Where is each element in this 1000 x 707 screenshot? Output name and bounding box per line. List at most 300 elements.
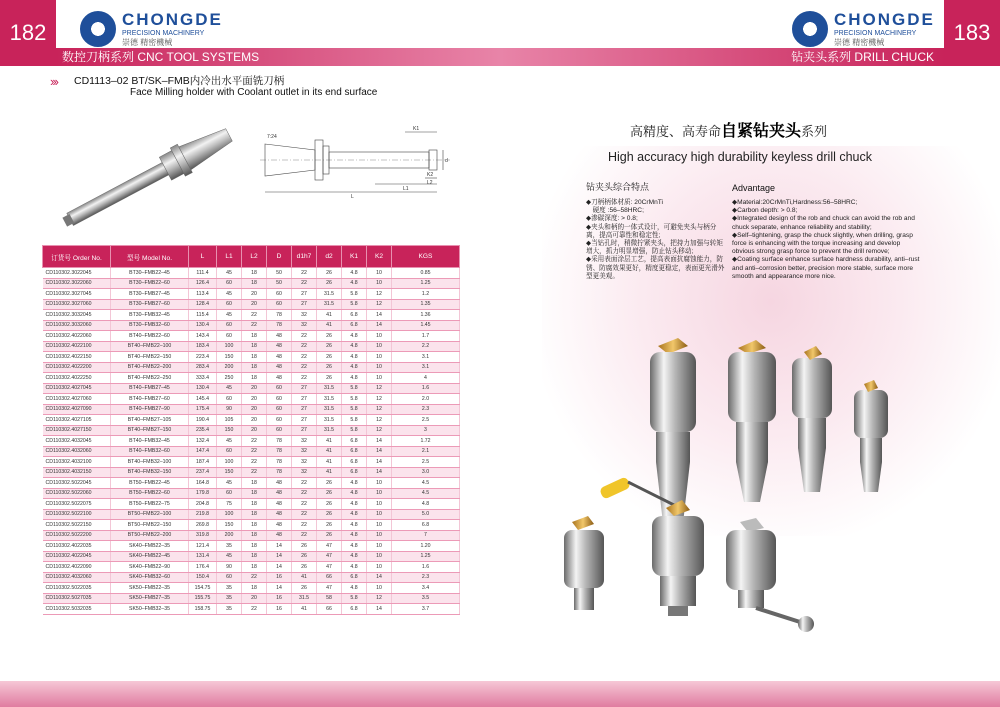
table-cell: 143.4 xyxy=(189,331,217,342)
label-angle: 7:24 xyxy=(267,134,277,140)
table-cell: 3.1 xyxy=(392,352,460,363)
table-cell: 60 xyxy=(217,446,242,457)
table-cell: 22 xyxy=(292,362,317,373)
table-cell: 7 xyxy=(392,530,460,541)
table-cell: 22 xyxy=(242,572,267,583)
table-cell: 45 xyxy=(217,289,242,300)
chuck-3 xyxy=(792,346,832,492)
table-cell: 130.4 xyxy=(189,320,217,331)
table-cell: 66 xyxy=(317,604,342,615)
table-cell: BT40–FMB22–100 xyxy=(111,341,189,352)
table-cell: 35 xyxy=(217,541,242,552)
table-cell: 5.8 xyxy=(342,299,367,310)
table-cell: 31.5 xyxy=(317,383,342,394)
table-cell: 22 xyxy=(242,457,267,468)
table-cell: 60 xyxy=(267,289,292,300)
table-cell: 5.8 xyxy=(342,425,367,436)
table-cell: 6.8 xyxy=(342,604,367,615)
table-cell: CD110302.4027150 xyxy=(43,425,111,436)
table-cell: 2.3 xyxy=(392,404,460,415)
table-cell: 1.6 xyxy=(392,383,460,394)
logo-right xyxy=(792,10,935,48)
table-cell: 6.8 xyxy=(392,520,460,531)
table-cell: CD110302.5022100 xyxy=(43,509,111,520)
section-label-left: 数控刀柄系列 CNC TOOL SYSTEMS xyxy=(56,48,500,66)
table-cell: 66 xyxy=(317,572,342,583)
chevron-arrows-icon: ››› xyxy=(50,74,57,89)
table-cell: 26 xyxy=(317,509,342,520)
heading-cn-prefix: 高精度、高寿命 xyxy=(630,124,722,139)
table-cell: 3 xyxy=(392,425,460,436)
table-cell: 26 xyxy=(317,341,342,352)
table-cell: 131.4 xyxy=(189,551,217,562)
table-cell: 22 xyxy=(242,320,267,331)
table-cell: 47 xyxy=(317,551,342,562)
table-cell: BT30–FMB22–60 xyxy=(111,278,189,289)
feature-item: ◆当钻孔时，稍微拧紧夹头，把持力加强与转矩增大，抓力明显增强，防止钻头移动; xyxy=(586,240,723,256)
chongde-logo-icon xyxy=(792,11,828,47)
label-k1: K1 xyxy=(413,126,420,132)
table-cell: 6.8 xyxy=(342,446,367,457)
table-cell: 50 xyxy=(267,278,292,289)
table-cell: 20 xyxy=(242,404,267,415)
table-cell: BT40–FMB27–105 xyxy=(111,415,189,426)
table-cell: 4.8 xyxy=(342,530,367,541)
label-k2: K2 xyxy=(427,172,434,178)
table-cell: 18 xyxy=(242,478,267,489)
table-cell: 22 xyxy=(292,488,317,499)
table-cell: 48 xyxy=(267,530,292,541)
table-cell: 1.25 xyxy=(392,278,460,289)
table-row xyxy=(43,467,460,478)
table-header-cell: L1 xyxy=(217,246,242,268)
table-cell: 26 xyxy=(317,373,342,384)
table-cell: 45 xyxy=(217,478,242,489)
table-cell: BT40–FMB22–60 xyxy=(111,331,189,342)
table-cell: 18 xyxy=(242,278,267,289)
table-cell: SK50–FMB22–35 xyxy=(111,583,189,594)
table-cell: 20 xyxy=(242,289,267,300)
table-cell: BT40–FMB27–45 xyxy=(111,383,189,394)
table-cell: 1.25 xyxy=(392,551,460,562)
table-cell: 22 xyxy=(292,373,317,384)
table-cell: 48 xyxy=(267,509,292,520)
table-cell: BT40–FMB22–150 xyxy=(111,352,189,363)
table-cell: 1.6 xyxy=(392,562,460,573)
table-cell: 58 xyxy=(317,593,342,604)
technical-drawing xyxy=(255,122,455,222)
table-cell: 60 xyxy=(267,383,292,394)
table-cell: CD110302.4032045 xyxy=(43,436,111,447)
table-cell: 41 xyxy=(317,310,342,321)
table-cell: 22 xyxy=(292,530,317,541)
table-cell: 111.4 xyxy=(189,268,217,279)
table-cell: 22 xyxy=(292,341,317,352)
table-cell: CD110302.5027035 xyxy=(43,593,111,604)
table-cell: 179.8 xyxy=(189,488,217,499)
table-cell: 18 xyxy=(242,488,267,499)
feature-item: ◆Self–tightening, grasp the chuck slightly, when drilling, grasp force is enhancing with the torque increasing and develop obvious strong grasp force to prevent the drill remove; xyxy=(732,231,913,256)
table-cell: 115.4 xyxy=(189,310,217,321)
table-row xyxy=(43,373,460,384)
table-body xyxy=(43,268,460,615)
table-cell: 10 xyxy=(367,352,392,363)
table-cell: 319.8 xyxy=(189,530,217,541)
face-milling-holder-image xyxy=(50,128,250,228)
table-cell: 3.0 xyxy=(392,467,460,478)
table-cell: 200 xyxy=(217,362,242,373)
table-cell: 5.8 xyxy=(342,593,367,604)
table-cell: CD110302.4027090 xyxy=(43,404,111,415)
table-cell: 14 xyxy=(367,467,392,478)
table-cell: 78 xyxy=(267,436,292,447)
table-cell: CD110302.4032100 xyxy=(43,457,111,468)
table-cell: 12 xyxy=(367,383,392,394)
logo-left xyxy=(80,10,223,48)
table-row xyxy=(43,583,460,594)
product-subtitle: Face Milling holder with Coolant outlet in its end surface xyxy=(130,87,378,98)
table-cell: 6.8 xyxy=(342,467,367,478)
table-cell: 26 xyxy=(292,551,317,562)
table-cell: 4.8 xyxy=(342,509,367,520)
table-cell: 22 xyxy=(292,509,317,520)
table-cell: 10 xyxy=(367,499,392,510)
table-cell: 283.4 xyxy=(189,362,217,373)
table-cell: 26 xyxy=(292,541,317,552)
table-cell: 223.4 xyxy=(189,352,217,363)
table-row xyxy=(43,572,460,583)
chuck-7 xyxy=(726,518,814,632)
table-header-cell: 型号 Model No. xyxy=(111,246,189,268)
table-cell: 90 xyxy=(217,404,242,415)
table-cell: CD110302.5022075 xyxy=(43,499,111,510)
table-cell: 3.4 xyxy=(392,583,460,594)
table-cell: 4.8 xyxy=(342,362,367,373)
table-row xyxy=(43,352,460,363)
table-cell: 60 xyxy=(217,331,242,342)
chongde-logo-icon xyxy=(80,11,116,47)
table-cell: 4 xyxy=(392,373,460,384)
table-cell: 5.8 xyxy=(342,404,367,415)
table-row xyxy=(43,310,460,321)
table-cell: CD110302.4022100 xyxy=(43,341,111,352)
table-cell: CD110302.4027045 xyxy=(43,383,111,394)
table-cell: CD110302.4027060 xyxy=(43,394,111,405)
table-row xyxy=(43,446,460,457)
table-cell: BT50–FMB22–45 xyxy=(111,478,189,489)
table-cell: 26 xyxy=(317,352,342,363)
table-cell: 250 xyxy=(217,373,242,384)
table-cell: 78 xyxy=(267,446,292,457)
table-cell: 12 xyxy=(367,593,392,604)
table-cell: 3.1 xyxy=(392,362,460,373)
table-cell: CD110302.4022035 xyxy=(43,541,111,552)
table-cell: 12 xyxy=(367,404,392,415)
chuck-4 xyxy=(854,380,888,492)
table-cell: 22 xyxy=(242,446,267,457)
table-cell: 16 xyxy=(267,604,292,615)
chuck-2 xyxy=(728,340,776,502)
table-cell: 27 xyxy=(292,415,317,426)
feature-item: ◆刀柄柄体材质: 20CrMnTi xyxy=(586,199,663,206)
table-cell: 113.4 xyxy=(189,289,217,300)
table-cell: 60 xyxy=(217,299,242,310)
table-cell: 22 xyxy=(292,331,317,342)
table-cell: 18 xyxy=(242,373,267,384)
table-cell: CD110302.4022060 xyxy=(43,331,111,342)
table-cell: 26 xyxy=(317,478,342,489)
table-cell: 20 xyxy=(242,383,267,394)
table-cell: 105 xyxy=(217,415,242,426)
table-cell: 147.4 xyxy=(189,446,217,457)
table-cell: 4.8 xyxy=(342,520,367,531)
table-row xyxy=(43,520,460,531)
table-cell: 47 xyxy=(317,583,342,594)
table-cell: CD110302.4032150 xyxy=(43,467,111,478)
table-cell: 75 xyxy=(217,499,242,510)
table-cell: CD110302.5022060 xyxy=(43,488,111,499)
table-cell: BT40–FMB22–250 xyxy=(111,373,189,384)
table-cell: 22 xyxy=(292,520,317,531)
table-cell: CD110302.3022060 xyxy=(43,278,111,289)
table-cell: 18 xyxy=(242,530,267,541)
table-cell: SK40–FMB22–45 xyxy=(111,551,189,562)
table-cell: BT40–FMB27–60 xyxy=(111,394,189,405)
table-cell: 22 xyxy=(242,436,267,447)
table-cell: 45 xyxy=(217,268,242,279)
table-cell: 10 xyxy=(367,562,392,573)
table-header-row xyxy=(43,246,460,268)
table-cell: 132.4 xyxy=(189,436,217,447)
table-cell: 60 xyxy=(217,278,242,289)
table-cell: 41 xyxy=(317,457,342,468)
table-cell: 10 xyxy=(367,331,392,342)
table-cell: CD110302.3032045 xyxy=(43,310,111,321)
table-cell: CD110302.5022045 xyxy=(43,478,111,489)
table-cell: 10 xyxy=(367,509,392,520)
table-row xyxy=(43,362,460,373)
heading-cn-suffix: 系列 xyxy=(801,124,828,139)
table-cell: 6.8 xyxy=(342,310,367,321)
table-cell: 47 xyxy=(317,562,342,573)
table-cell: BT40–FMB27–150 xyxy=(111,425,189,436)
table-cell: 12 xyxy=(367,394,392,405)
table-cell: 10 xyxy=(367,278,392,289)
table-cell: 150 xyxy=(217,520,242,531)
table-cell: 41 xyxy=(317,446,342,457)
heading-cn-bold: 自紧钻夹头 xyxy=(721,123,802,140)
table-cell: 100 xyxy=(217,341,242,352)
table-cell: CD110302.3032060 xyxy=(43,320,111,331)
table-cell: 237.4 xyxy=(189,467,217,478)
table-cell: 14 xyxy=(367,457,392,468)
table-cell: 45 xyxy=(217,310,242,321)
table-cell: 4.8 xyxy=(342,583,367,594)
table-cell: 78 xyxy=(267,467,292,478)
table-cell: 204.8 xyxy=(189,499,217,510)
table-cell: BT40–FMB32–60 xyxy=(111,446,189,457)
table-cell: 14 xyxy=(267,583,292,594)
table-cell: BT40–FMB32–100 xyxy=(111,457,189,468)
bottom-band-left xyxy=(0,681,500,707)
features-en-list xyxy=(732,199,924,281)
table-cell: 200 xyxy=(217,530,242,541)
table-cell: 26 xyxy=(317,499,342,510)
drill-chucks-image xyxy=(560,332,1000,672)
table-cell: 22 xyxy=(292,278,317,289)
table-row xyxy=(43,289,460,300)
table-row xyxy=(43,383,460,394)
table-cell: 176.4 xyxy=(189,562,217,573)
table-row xyxy=(43,268,460,279)
table-cell: 47 xyxy=(317,541,342,552)
table-cell: 32 xyxy=(292,310,317,321)
table-cell: 27 xyxy=(292,289,317,300)
table-cell: 10 xyxy=(367,488,392,499)
table-cell: SK50–FMB32–35 xyxy=(111,604,189,615)
feature-item: ◆Coating surface enhance surface hardness durability, anti–rust and anti–corrosion better, precision more stable, surface more smooth and appearance more nice. xyxy=(732,256,920,280)
heading-cn xyxy=(630,118,827,141)
table-cell: 32 xyxy=(292,436,317,447)
table-cell: 4.8 xyxy=(342,341,367,352)
table-cell: CD110302.4032060 xyxy=(43,446,111,457)
table-cell: 31.5 xyxy=(292,593,317,604)
table-cell: 48 xyxy=(267,352,292,363)
table-cell: 154.75 xyxy=(189,583,217,594)
table-cell: 60 xyxy=(217,394,242,405)
table-cell: 14 xyxy=(367,320,392,331)
table-cell: 18 xyxy=(242,352,267,363)
table-row xyxy=(43,394,460,405)
table-cell: 14 xyxy=(367,310,392,321)
table-cell: 14 xyxy=(267,551,292,562)
features-en-title: Advantage xyxy=(732,183,776,193)
features-cn-list xyxy=(586,199,726,281)
table-cell: 45 xyxy=(217,383,242,394)
table-cell: 2.5 xyxy=(392,415,460,426)
table-cell: 150 xyxy=(217,467,242,478)
table-cell: 10 xyxy=(367,541,392,552)
table-cell: 45 xyxy=(217,551,242,562)
table-cell: BT50–FMB22–200 xyxy=(111,530,189,541)
table-cell: 20 xyxy=(242,394,267,405)
table-cell: 10 xyxy=(367,478,392,489)
table-cell: 10 xyxy=(367,341,392,352)
table-cell: 5.8 xyxy=(342,415,367,426)
table-cell: 4.8 xyxy=(342,541,367,552)
table-cell: 20 xyxy=(242,299,267,310)
table-header-cell: D xyxy=(267,246,292,268)
table-cell: 26 xyxy=(317,362,342,373)
table-cell: 4.8 xyxy=(392,499,460,510)
table-cell: 18 xyxy=(242,520,267,531)
table-cell: 31.5 xyxy=(317,289,342,300)
table-cell: 1.72 xyxy=(392,436,460,447)
table-cell: 145.4 xyxy=(189,394,217,405)
label-l1: L1 xyxy=(403,186,409,192)
table-cell: 100 xyxy=(217,509,242,520)
table-header-cell: L xyxy=(189,246,217,268)
table-cell: CD110302.4022045 xyxy=(43,551,111,562)
table-cell: 187.4 xyxy=(189,457,217,468)
table-cell: 27 xyxy=(292,404,317,415)
table-cell: 35 xyxy=(217,604,242,615)
table-cell: 10 xyxy=(367,551,392,562)
table-row xyxy=(43,509,460,520)
table-row xyxy=(43,457,460,468)
table-cell: 4.8 xyxy=(342,373,367,384)
table-cell: 48 xyxy=(267,373,292,384)
logo-cn: 崇德 精密機械 xyxy=(122,38,173,47)
table-cell: 128.4 xyxy=(189,299,217,310)
table-header-cell: K1 xyxy=(342,246,367,268)
table-cell: 1.45 xyxy=(392,320,460,331)
table-cell: 22 xyxy=(292,478,317,489)
table-row xyxy=(43,562,460,573)
table-cell: 78 xyxy=(267,457,292,468)
table-cell: 60 xyxy=(267,415,292,426)
table-cell: 2.0 xyxy=(392,394,460,405)
table-cell: 2.5 xyxy=(392,457,460,468)
table-cell: 4.5 xyxy=(392,478,460,489)
table-cell: BT50–FMB22–150 xyxy=(111,520,189,531)
right-page xyxy=(500,0,1000,707)
table-cell: 158.75 xyxy=(189,604,217,615)
table-cell: 5.8 xyxy=(342,394,367,405)
table-cell: 32 xyxy=(292,320,317,331)
table-cell: 10 xyxy=(367,530,392,541)
table-cell: SK40–FMB22–90 xyxy=(111,562,189,573)
table-cell: 26 xyxy=(317,268,342,279)
table-row xyxy=(43,593,460,604)
table-cell: 3.5 xyxy=(392,593,460,604)
table-cell: 175.4 xyxy=(189,404,217,415)
table-cell: 48 xyxy=(267,478,292,489)
table-cell: 18 xyxy=(242,341,267,352)
table-cell: 1.20 xyxy=(392,541,460,552)
table-cell: 121.4 xyxy=(189,541,217,552)
table-cell: 14 xyxy=(267,541,292,552)
table-cell: SK50–FMB27–35 xyxy=(111,593,189,604)
table-cell: CD110302.5022035 xyxy=(43,583,111,594)
table-cell: BT40–FMB22–200 xyxy=(111,362,189,373)
table-cell: 5.0 xyxy=(392,509,460,520)
table-cell: 50 xyxy=(267,268,292,279)
bottom-band-right xyxy=(500,681,1000,707)
table-cell: 183.4 xyxy=(189,341,217,352)
table-cell: 45 xyxy=(217,436,242,447)
table-header-cell: KGS xyxy=(392,246,460,268)
table-cell: 1.35 xyxy=(392,299,460,310)
table-cell: 4.5 xyxy=(392,488,460,499)
table-cell: 20 xyxy=(242,593,267,604)
table-cell: CD110302.4022200 xyxy=(43,362,111,373)
table-row xyxy=(43,478,460,489)
table-cell: 60 xyxy=(267,404,292,415)
table-row xyxy=(43,436,460,447)
table-cell: 4.8 xyxy=(342,352,367,363)
feature-item: 硬度 :56–58HRC; xyxy=(586,207,644,215)
table-cell: 12 xyxy=(367,415,392,426)
table-cell: SK40–FMB32–60 xyxy=(111,572,189,583)
table-cell: 150 xyxy=(217,425,242,436)
table-cell: 14 xyxy=(267,562,292,573)
table-cell: 18 xyxy=(242,509,267,520)
table-cell: 333.4 xyxy=(189,373,217,384)
table-cell: 41 xyxy=(292,572,317,583)
table-cell: 27 xyxy=(292,394,317,405)
table-cell: 48 xyxy=(267,331,292,342)
